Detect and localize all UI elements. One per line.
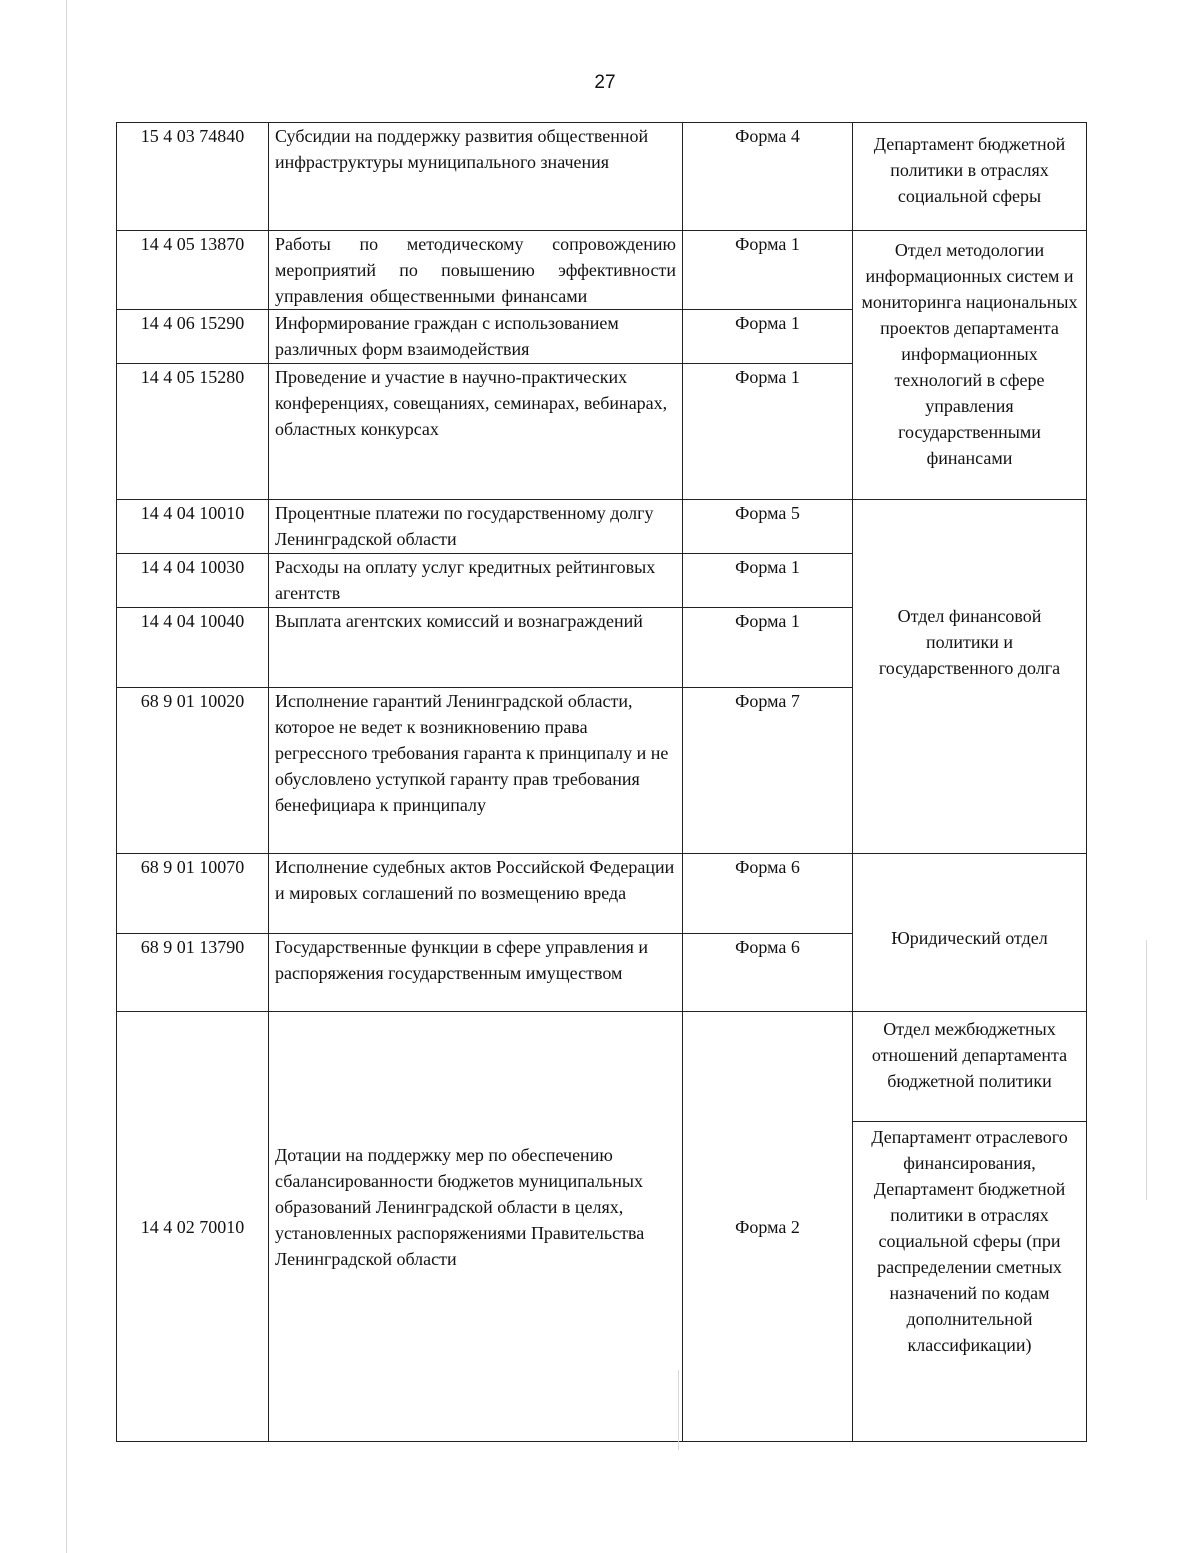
code-cell: 14 4 06 15290: [117, 310, 269, 364]
name-cell: Государственные функции в сфере управления и распоряжения государственным имуществом: [269, 934, 683, 1012]
scan-artifact: [66, 0, 67, 1553]
name-cell: Исполнение судебных актов Российской Федерации и мировых соглашений по возмещению вреда: [269, 854, 683, 934]
name-cell: Субсидии на поддержку развития общественной инфраструктуры муниципального значения: [269, 123, 683, 231]
form-cell: Форма 7: [683, 688, 853, 854]
code-cell: 15 4 03 74840: [117, 123, 269, 231]
name-cell: Проведение и участие в научно-практических конференциях, совещаниях, семинарах, вебинарах, областных конкурсах: [269, 364, 683, 500]
code-cell: 14 4 02 70010: [117, 1012, 269, 1442]
form-cell: Форма 1: [683, 364, 853, 500]
name-cell: Дотации на поддержку мер по обеспечению сбалансированности бюджетов муниципальных образований Ленинградской области в целях, установленных распоряжениями Правительства Ленинградской области: [269, 1012, 683, 1442]
name-cell: Выплата агентских комиссий и вознаграждений: [269, 608, 683, 688]
table-row: [117, 231, 1087, 310]
table-row: [117, 854, 1087, 934]
table-row: [117, 500, 1087, 554]
form-cell: Форма 4: [683, 123, 853, 231]
dept-cell: Отдел межбюджетных отношений департамента бюджетной политики: [853, 1012, 1087, 1122]
name-cell: Информирование граждан с использованием различных форм взаимодействия: [269, 310, 683, 364]
name-cell: Процентные платежи по государственному долгу Ленинградской области: [269, 500, 683, 554]
dept-cell: Отдел методологии информационных систем и мониторинга национальных проектов департамента информационных технологий в сфере управления государственными финансами: [853, 231, 1087, 500]
code-cell: 14 4 05 13870: [117, 231, 269, 310]
code-cell: 14 4 05 15280: [117, 364, 269, 500]
page-number: 27: [594, 72, 616, 93]
code-cell: 14 4 04 10030: [117, 554, 269, 608]
form-cell: Форма 1: [683, 608, 853, 688]
scan-artifact: [678, 1370, 679, 1450]
table-row: [117, 1012, 1087, 1122]
name-cell: Работы по методическому сопровождению мероприятий по повышению эффективности управления общественными финансами: [269, 231, 683, 310]
form-cell: Форма 6: [683, 934, 853, 1012]
budget-classification-table: [116, 122, 1087, 1442]
table-row: [117, 123, 1087, 231]
name-cell: Расходы на оплату услуг кредитных рейтинговых агентств: [269, 554, 683, 608]
form-cell: Форма 1: [683, 554, 853, 608]
code-cell: 14 4 04 10040: [117, 608, 269, 688]
form-cell: Форма 1: [683, 310, 853, 364]
form-cell: Форма 1: [683, 231, 853, 310]
code-cell: 68 9 01 13790: [117, 934, 269, 1012]
dept-cell: Отдел финансовой политики и государственного долга: [853, 500, 1087, 854]
form-cell: Форма 6: [683, 854, 853, 934]
code-cell: 68 9 01 10020: [117, 688, 269, 854]
dept-cell-secondary: Департамент отраслевого финансирования, Департамент бюджетной политики в отраслях социальной сферы (при распределении сметных назначений по кодам дополнительной классификации): [853, 1122, 1087, 1442]
dept-cell: Юридический отдел: [853, 854, 1087, 1012]
code-cell: 14 4 04 10010: [117, 500, 269, 554]
form-cell: Форма 2: [683, 1012, 853, 1442]
name-cell: Исполнение гарантий Ленинградской области, которое не ведет к возникновению права регрессного требования гаранта к принципалу и не обусловлено уступкой гаранту прав требования бенефициара к принципалу: [269, 688, 683, 854]
form-cell: Форма 5: [683, 500, 853, 554]
code-cell: 68 9 01 10070: [117, 854, 269, 934]
scan-artifact: [1146, 940, 1147, 1200]
dept-cell: Департамент бюджетной политики в отраслях социальной сферы: [853, 123, 1087, 231]
